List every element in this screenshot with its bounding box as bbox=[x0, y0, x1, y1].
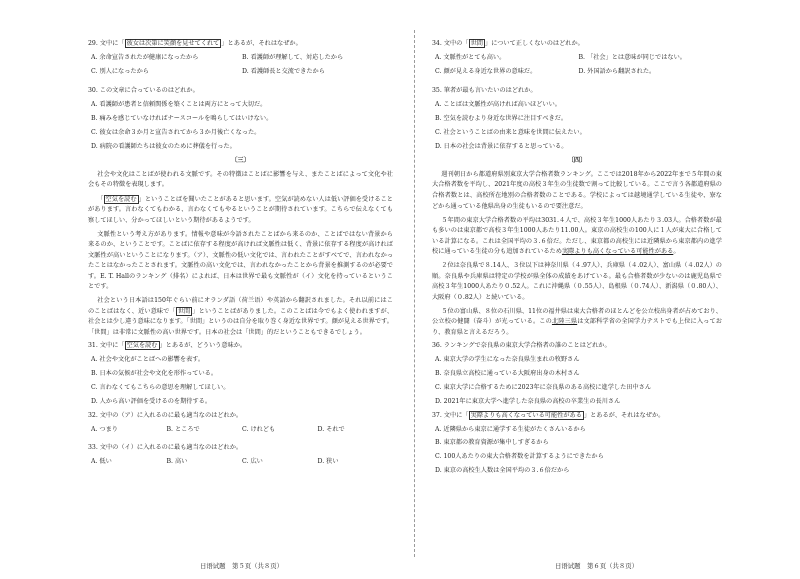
question-35: 35. 筆者が最も言いたいのはどれか。 bbox=[432, 86, 537, 94]
question-32-options bbox=[88, 426, 393, 440]
option-b[interactable]: B. 看護師が理解して、対応したから bbox=[242, 53, 344, 61]
section-heading-4: 〔四〕 bbox=[567, 156, 587, 164]
option-a[interactable]: A. 看護師が患者と信頼関係を築くことは両方にとって大切だ。 bbox=[91, 100, 267, 108]
question-30: 30. この文章に合っているのはどれか。 bbox=[88, 86, 199, 94]
option-a[interactable]: A. つまり bbox=[91, 425, 118, 433]
question-29: 29. 文中に「 彼女は次第に笑顔を見せてくれて 」とあるが、それはなぜか。 bbox=[88, 40, 302, 47]
option-c[interactable]: C. 顔が見える身近な世界の意味だ。 bbox=[435, 67, 537, 75]
option-d[interactable]: D. 人から高い評価を受けるのを期待する。 bbox=[91, 397, 212, 405]
question-32: 32. 文中の（ア）に入れるのに最も適当なのはどれか。 bbox=[88, 411, 243, 419]
option-a[interactable]: A. ことばは文脈性が高ければ高いほどいい。 bbox=[435, 100, 561, 108]
passage-paragraph: ２位は奈良県で８.14人、３位以下は神奈川県（４.97人）、兵庫県（４.02人）、富山県（４.02人）の順。奈良県や兵庫県は特定の学校が県全体の成績をあげている。最も合格者数が少ないのは鹿児島県で高校３年生1000人あたり０.52人。これに沖縄県（０.55人）、島根県（０.74人）、新潟県（０.80人）、大阪府（０.82人）と続いている。 bbox=[432, 262, 722, 301]
passage-paragraph: 週刊朝日から都道府県別東京大学合格者数ランキング。ここでは2018年から2022年まで５年間の東大合格者数を平均し、2021年度の高校３年生の生徒数で割って比較している。ここで言う各都道府県の合格者数とは、高校所在地別の合格者数のことである。学校によっては越境通学している生徒や、寮などから通っている他県出身の生徒もいるので要注意だ。 bbox=[432, 170, 722, 210]
option-c[interactable]: C. 社会ということばの由来と意味を世間に伝えたい。 bbox=[435, 128, 586, 136]
option-d[interactable]: D. 看護師長と交流できたから bbox=[242, 67, 325, 75]
option-d[interactable]: D. 狭い bbox=[317, 458, 339, 466]
page-divider bbox=[414, 30, 415, 557]
option-a[interactable]: A. 東京大学の学生になった奈良県生まれの牧野さん bbox=[435, 355, 580, 363]
question-34: 34. 文中の「 世間 」について正しくないのはどれか。 bbox=[432, 40, 584, 47]
option-a[interactable]: A. 近隣県から東京に通学する生徒がたくさんいるから bbox=[435, 425, 586, 433]
option-c[interactable]: C. 広い bbox=[242, 458, 263, 466]
question-36: 36. ランキングで奈良県の東京大学合格者の誰のことはどれか。 bbox=[432, 341, 611, 349]
option-b[interactable]: B. 「社会」とは意味が同じではない。 bbox=[578, 53, 686, 61]
right-page bbox=[432, 40, 722, 481]
passage-paragraph: 「 空気を読む 」ということばを聞いたことがあると思います。空気が読めない人は低い評価を受けることがあります。言わなくてもわかる、言わなくてもやるということが期待されています。こちらで伝えなくても察してほしい、分かってほしいという期待があるようです。 bbox=[88, 195, 393, 224]
option-a[interactable]: A. 低い bbox=[91, 458, 112, 466]
option-d[interactable]: D. それで bbox=[317, 425, 345, 433]
option-a[interactable]: A. 社会や文化がことばへの影響を表す。 bbox=[91, 355, 205, 363]
question-37: 37. 文中に「 実際よりも高くなっている可能性がある 」とあるが、それはなぜか。 bbox=[432, 411, 665, 419]
underlined-phrase: 実際よりも高くなっている可能性がある bbox=[561, 248, 674, 256]
passage-paragraph: ５位の富山県、８位の石川県、11位の福井県は東大合格者のほとんどを公立校出身者が占めており、公立校の健闘（奋斗）が光っている。この北陸三県は文部科学省の全国学力テストでも上位に入っており、教育県と言えるだろう。 bbox=[432, 307, 722, 336]
option-d[interactable]: D. 外国語から翻訳された。 bbox=[578, 67, 656, 75]
option-b[interactable]: B. 痛みを感じていなければナースコールを鳴らしてはいけない。 bbox=[91, 114, 273, 122]
option-b[interactable]: B. 空気を読むより身近な世界に注目すべきだ。 bbox=[435, 114, 568, 122]
question-29-options bbox=[88, 54, 393, 82]
option-a[interactable]: A. 文脈性がとても高い。 bbox=[435, 53, 506, 61]
option-b[interactable]: B. 東京都の教育資源が集中しすぎるから bbox=[435, 439, 549, 447]
page-footer-right: 日语试题 第６页（共８页） bbox=[555, 562, 639, 571]
boxed-quote: 実際よりも高くなっている可能性がある bbox=[470, 411, 582, 419]
passage-paragraph: 社会という日本語は150年ぐらい前にオランダ語（荷兰语）や英語から翻訳されました。それ以前にはこのことばはなく、近い意味で「 世間 」ということばがありました。このことばは今でもよく使われますが、社会とは少し違う意味になります。「世間」というのは自分を取り巻く身近な世界です。顔が見える世界です。「世間」は非常に文脈性の高い世界です。日本の社会は「世間」的だということもできるでしょう。 bbox=[88, 297, 394, 336]
option-b[interactable]: B. 日本の気候が社会や文化を形作っている。 bbox=[91, 369, 218, 377]
option-c[interactable]: C. 東京大学に合格するために2023年に奈良県のある高校に進学した田中さん bbox=[435, 383, 652, 391]
section-heading-3: 〔三〕 bbox=[231, 156, 250, 164]
option-c[interactable]: C. けれども bbox=[242, 425, 276, 433]
left-page bbox=[88, 40, 393, 477]
boxed-quote: 彼女は次第に笑顔を見せてくれて bbox=[126, 40, 220, 47]
question-33: 33. 文中の（イ）に入れるのに最も適当なのはどれか。 bbox=[88, 444, 243, 452]
page-footer-left: 日语试题 第５页（共８页） bbox=[200, 562, 284, 571]
passage-paragraph: 文脈性という考え方があります。情報や意味が今語されたことばから来るのか、ことばではない背景から来るのか、ということです。ことばに依存する程度が高ければ文脈性は低く、背景に依存する程度が高ければ文脈性が高いということになります。（ア）、文脈性の低い文化では、言われたことがすべてで、言われなかったことはなかったことされます。文脈性の高い文化では、言われなかったことから背景を推測するのが必要です。E. T. Hallのランキング（排名）によれば、日本は世界で最も文脈性が（イ）文化を持っているということです。 bbox=[88, 230, 393, 291]
option-c[interactable]: C. 100人あたりの東大合格者数を計算するようにできたから bbox=[435, 453, 604, 461]
question-31: 31. 文中に「 空気を読む 」とあるが、どういう意味か。 bbox=[88, 341, 247, 349]
option-b[interactable]: B. ところで bbox=[166, 425, 200, 433]
question-34-options bbox=[432, 54, 722, 82]
underlined-phrase: 北陸三県 bbox=[551, 318, 578, 326]
passage-paragraph: ５年間の東京大学合格者数の平均は3031.４人で、高校３年生1000人あたり３.03人。合格者数が最も多いのは東京都で高校３年生1000人あたり11.00人。東京の高校生の100人に１人が東大に合格している計算になる。これは全国平均の３.６倍だ。ただし、東京都の高校生には近隣県から東京都内の進学校に通っている生徒の分も追加されているため実際よりも高くなっている可能性がある。 bbox=[432, 216, 722, 256]
boxed-quote: 世間 bbox=[177, 307, 191, 315]
passage-paragraph: 社会や文化はことばが使われる文脈です。その特徴はことばに影響を与え、またことばによって文化や社会もその特徴を表現します。 bbox=[88, 170, 393, 189]
option-d[interactable]: D. 2021年に東京大学へ進学した奈良県の高校の卒業生の長川さん bbox=[435, 397, 621, 405]
option-c[interactable]: C. 言わなくてもこちらの意思を理解してほしい。 bbox=[91, 383, 230, 391]
boxed-quote: 空気を読む bbox=[105, 195, 137, 203]
option-d[interactable]: D. 東京の高校生人数は全国平均の３.６倍だから bbox=[435, 467, 570, 475]
option-a[interactable]: A. 余命宣告されたが健康になったから bbox=[91, 53, 199, 61]
option-d[interactable]: D. 日本の社会は背景に依存すると思っている。 bbox=[435, 142, 568, 150]
option-b[interactable]: B. 奈良県立高校に通っている大阪府出身の木村さん bbox=[435, 369, 580, 377]
boxed-quote: 空気を読む bbox=[126, 341, 158, 349]
question-33-options bbox=[88, 458, 393, 472]
option-b[interactable]: B. 高い bbox=[166, 458, 188, 466]
option-c[interactable]: C. 彼女は余命３か月と宣告されてから３か月後亡くなった。 bbox=[91, 128, 261, 136]
option-c[interactable]: C. 別人になったから bbox=[91, 67, 149, 75]
option-d[interactable]: D. 病院の看護師たちは彼女のために葬儀を行った。 bbox=[91, 142, 236, 150]
boxed-quote: 世間 bbox=[470, 40, 483, 47]
